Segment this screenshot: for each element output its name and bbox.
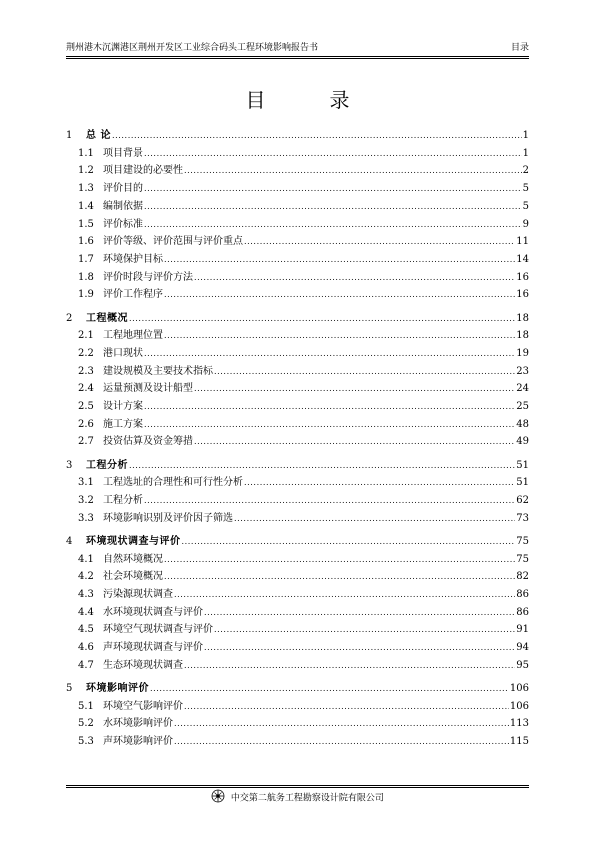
toc-entry[interactable] [66,365,529,379]
toc-entry-page: 106 [509,700,529,712]
toc-entry-label: 工程选址的合理性和可行性分析 [103,477,243,489]
toc-entry-number: 5 [66,683,73,694]
toc-entry-label: 建设规模及主要技术指标 [103,365,213,377]
toc-entry-number: 2.1 [78,330,94,342]
dot-leader [244,476,515,490]
toc-entry[interactable] [66,435,529,449]
toc-entry-page: 113 [509,718,529,730]
toc-entry-number: 5.3 [78,736,94,748]
toc-entry[interactable] [66,271,529,285]
dot-leader [174,735,509,749]
toc-entry-label: 水环境影响评价 [103,718,173,730]
section-name: 目录 [510,43,529,53]
toc-entry[interactable] [66,700,529,714]
toc-entry-number: 4.3 [78,589,94,600]
toc-entry[interactable] [66,418,529,432]
toc-entry-page: 24 [516,383,529,395]
toc-entry[interactable] [66,147,529,161]
toc-entry-page: 95 [516,659,529,671]
toc-entry-number: 2.3 [78,365,94,377]
toc-entry-page: 23 [516,365,529,377]
toc-entry-number: 2.6 [78,418,94,430]
toc-entry[interactable] [66,717,529,731]
toc-entry-page: 18 [516,312,529,324]
dot-leader [194,382,515,396]
toc-entry[interactable] [66,553,529,567]
toc-entry[interactable] [66,253,529,267]
toc-entry-label: 港口现状 [103,347,143,359]
toc-entry-page: 75 [516,553,529,565]
toc-entry-label: 总 论 [86,130,111,141]
toc-entry-number: 4.1 [78,553,94,565]
toc-entry-label: 设计方案 [103,401,143,412]
toc-entry[interactable] [66,659,529,673]
toc-entry-page: 1 [522,147,529,159]
toc-entry-number: 1 [66,130,73,141]
toc-entry-number: 2.2 [78,347,94,359]
toc-entry[interactable] [66,382,529,396]
toc-entry[interactable] [66,476,529,490]
toc-entry[interactable] [66,459,529,473]
toc-entry-number: 2.4 [78,383,94,395]
toc-entry-label: 项目背景 [103,147,143,159]
toc-entry-label: 施工方案 [103,418,143,430]
toc-entry-label: 项目建设的必要性 [103,165,183,177]
toc-entry-page: 19 [516,347,529,359]
page-header [66,42,529,56]
toc-entry[interactable] [66,164,529,178]
toc-entry-label: 评价标准 [103,218,143,230]
company-name: 中交第二航务工程勘察设计院有限公司 [230,793,384,804]
toc-entry-number: 4.6 [78,642,94,654]
toc-entry[interactable] [66,641,529,655]
dot-leader [174,588,515,602]
dot-leader [204,606,515,620]
toc-entry[interactable] [66,288,529,302]
dot-leader [164,329,515,343]
toc-entry-page: 115 [509,736,529,748]
dot-leader [174,717,509,731]
dot-leader [244,235,515,249]
dot-leader [144,400,515,414]
toc-entry[interactable] [66,494,529,508]
document-title: 荆州港木沉渊港区荆州开发区工业综合码头工程环境影响报告书 [66,43,319,53]
toc-entry-label: 工程分析 [86,459,128,471]
dot-leader [144,494,515,508]
toc-entry-number: 4.4 [78,606,94,618]
toc-entry-page: 75 [516,535,529,547]
toc-entry-number: 2 [66,312,73,324]
dot-leader [164,288,515,302]
toc-entry-page: 106 [509,683,529,694]
toc-entry[interactable] [66,129,529,143]
toc-entry-number: 4.2 [78,571,94,583]
dot-leader [184,164,522,178]
toc-entry-page: 48 [516,418,529,430]
dot-leader [234,512,515,526]
toc-entry[interactable] [66,512,529,526]
toc-entry-number: 3.1 [78,477,94,489]
toc-entry-number: 1.9 [78,289,94,301]
toc-entry-label: 环境影响评价 [86,683,149,694]
toc-entry[interactable] [66,235,529,249]
toc-entry-number: 1.7 [78,253,94,265]
dot-leader [214,365,515,379]
dot-leader [184,700,509,714]
toc-entry[interactable] [66,312,529,326]
dot-leader [164,570,515,584]
dot-leader [204,641,515,655]
toc-entry[interactable] [66,623,529,637]
toc-entry-label: 声环境影响评价 [103,736,173,748]
toc-entry[interactable] [66,329,529,343]
toc-entry-number: 1.2 [78,165,94,177]
toc-entry-label: 环境保护目标 [103,253,163,265]
dot-leader [184,659,515,673]
dot-leader [144,218,522,232]
dot-leader [144,347,515,361]
toc-entry-page: 49 [516,436,529,448]
toc-entry-label: 声环境现状调查与评价 [103,642,203,654]
toc-entry-label: 环境现状调查与评价 [86,535,181,547]
toc-entry-page: 91 [516,624,529,636]
toc-entry-page: 14 [516,253,529,265]
toc-entry[interactable] [66,606,529,620]
footer-divider [66,785,529,788]
toc-entry-page: 25 [516,401,529,412]
toc-entry-page: 5 [522,183,529,195]
toc-entry-number: 4 [66,535,73,547]
toc-entry-page: 62 [516,495,529,506]
toc-entry[interactable] [66,588,529,602]
dot-leader [144,200,522,214]
toc-entry-label: 生态环境现状调查 [103,659,183,671]
toc-entry-page: 1 [522,130,529,141]
toc-entry-number: 5.2 [78,718,94,730]
toc-entry-label: 工程分析 [103,495,143,506]
toc-entry-page: 18 [516,330,529,342]
toc-entry-page: 73 [516,512,529,524]
page-footer [0,789,595,808]
toc-entry-number: 4.7 [78,659,94,671]
toc-entry[interactable] [66,218,529,232]
toc-entry-number: 5.1 [78,700,94,712]
toc-entry-page: 94 [516,642,529,654]
toc-entry[interactable] [66,200,529,214]
dot-leader [194,271,515,285]
toc-entry[interactable] [66,535,529,549]
dot-leader [112,129,522,143]
toc-entry-label: 环境空气现状调查与评价 [103,624,213,636]
dot-leader [150,682,509,696]
dot-leader [144,182,522,196]
toc-entry[interactable] [66,347,529,361]
dot-leader [164,553,515,567]
toc-entry-number: 1.4 [78,200,94,212]
page-title: 目 录 [245,88,372,112]
dot-leader [144,147,522,161]
toc-entry-label: 工程地理位置 [103,330,163,342]
toc-entry-label: 污染源现状调查 [103,589,173,600]
header-divider [66,56,529,59]
toc-entry-page: 86 [516,589,529,600]
toc-entry-page: 51 [516,459,529,471]
company-logo-icon [211,789,225,808]
toc-entry-label: 评价时段与评价方法 [103,271,193,283]
toc-entry-page: 51 [516,477,529,489]
dot-leader [214,623,515,637]
toc-entry[interactable] [66,570,529,584]
toc-entry-page: 2 [522,165,529,177]
dot-leader [164,253,515,267]
toc-entry-label: 环境影响识别及评价因子筛选 [103,512,233,524]
toc-entry-number: 3.2 [78,495,94,506]
dot-leader [129,459,515,473]
dot-leader [194,435,515,449]
toc-entry-page: 82 [516,571,529,583]
toc-entry-label: 投资估算及资金筹措 [103,436,193,448]
dot-leader [182,535,516,549]
toc-entry-number: 2.7 [78,436,94,448]
toc-entry-number: 3 [66,459,73,471]
toc-entry-number: 1.6 [78,236,94,248]
toc-entry-label: 水环境现状调查与评价 [103,606,203,618]
toc-entry-page: 5 [522,200,529,212]
toc-entry[interactable] [66,735,529,749]
toc-entry-label: 环境空气影响评价 [103,700,183,712]
toc-entry-number: 1.3 [78,183,94,195]
toc-entry-label: 社会环境概况 [103,571,163,583]
toc-entry-number: 1.5 [78,218,94,230]
toc-entry-page: 16 [516,271,529,283]
toc-entry-number: 3.3 [78,512,94,524]
toc-entry-label: 评价工作程序 [103,289,163,301]
toc-entry-page: 9 [522,218,529,230]
toc-entry[interactable] [66,182,529,196]
toc-entry-label: 自然环境概况 [103,553,163,565]
toc-entry-page: 86 [516,606,529,618]
toc-entry-label: 工程概况 [86,312,128,324]
toc-entry-number: 2.5 [78,401,94,412]
toc-entry-label: 评价目的 [103,183,143,195]
toc-entry-label: 运量预测及设计船型 [103,383,193,395]
toc-entry[interactable] [66,400,529,414]
dot-leader [129,312,515,326]
toc-entry-number: 1.8 [78,271,94,283]
toc-entry-label: 编制依据 [103,200,143,212]
toc-entry-page: 16 [516,289,529,301]
toc-entry-label: 评价等级、评价范围与评价重点 [103,236,243,248]
toc-entry-page: 11 [516,236,529,248]
dot-leader [144,418,515,432]
toc-entry-number: 1.1 [78,147,94,159]
toc-entry-number: 4.5 [78,624,94,636]
toc-entry[interactable] [66,682,529,696]
